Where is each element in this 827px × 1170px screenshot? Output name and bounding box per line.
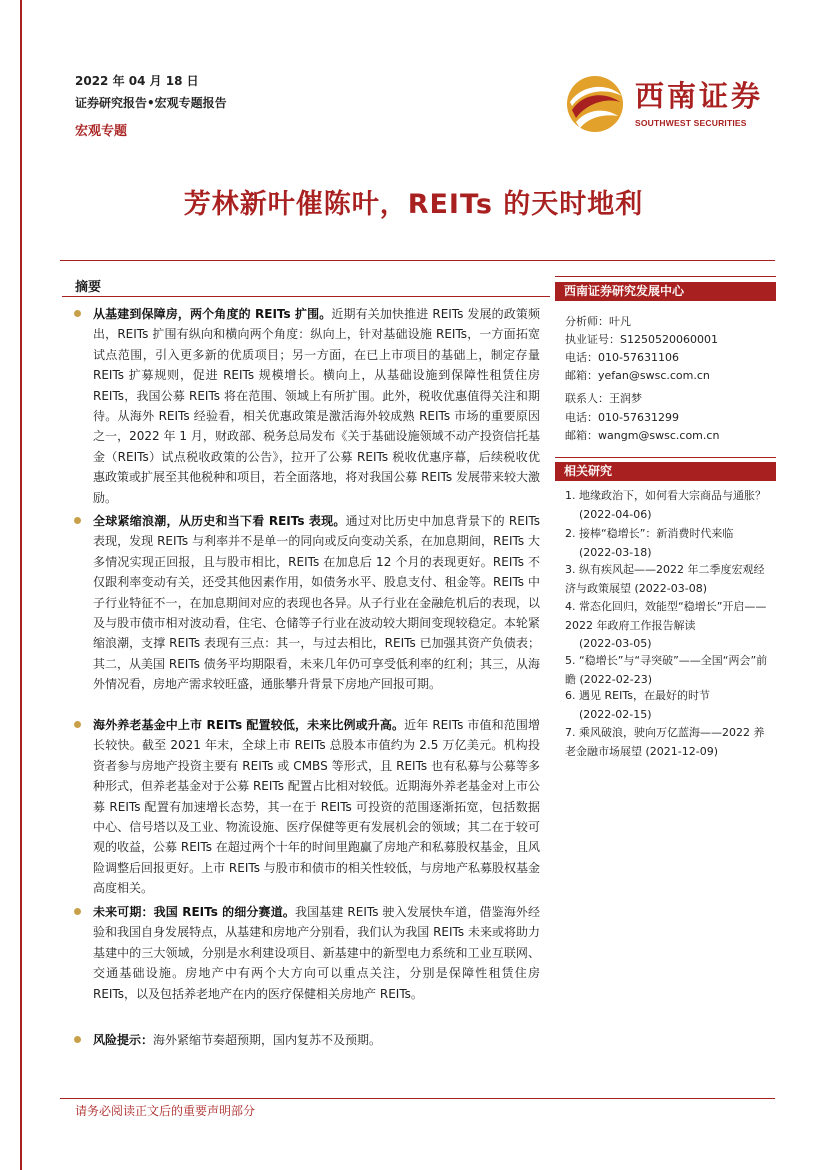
related-item-date: (2022-03-05) xyxy=(579,637,652,650)
related-item-date: (2022-02-23) xyxy=(579,672,653,686)
related-item-7[interactable] xyxy=(565,724,775,761)
title-divider xyxy=(60,260,775,261)
company-logo xyxy=(562,72,772,136)
bullet-icon xyxy=(74,1036,81,1043)
related-item-3[interactable] xyxy=(565,561,775,598)
summary-paragraph-2 xyxy=(93,511,540,695)
summary-paragraph-5 xyxy=(93,1030,540,1050)
logo-english-name: SOUTHWEST SECURITIES xyxy=(635,118,747,128)
paragraph-text: 近期有关加快推进 REITs 发展的政策频出，REITs 扩围有纵向和横向两个角度：纵向上，针对基础设施 REITs，一方面拓宽试点范围，引入更多新的优质项目；另一方面，在已上市项目的基础上，制定存量 REITs 扩募规则，促进 REITs 规模增长。横向上，从基础设施到保障性租赁住房 REITs，我国公募 REITs 将在范围、领域上有所扩围。此外，税收优惠值得关注和期待。从海外 REITs 经验看，相关优惠政策是激活海外较成熟 REITs 市场的重要原因之一，2022 年 1 月，财政部、税务总局发布《关于基础设施领域不动产投资信托基金（REITs）试点税收政策的公告》，拉开了公募 REITs 税收优惠序幕，后续税收优惠政策或扩展至其他税种和项目，若全面落地，将对我国公募 REITs 发展带来较大激励。 xyxy=(93,307,541,505)
related-research-heading: 相关研究 xyxy=(555,462,776,481)
contact-email[interactable]: 邮箱：wangm@swsc.com.cn xyxy=(565,429,720,442)
report-type: 证券研究报告•宏观专题报告 xyxy=(75,96,227,110)
related-item-date: (2021-12-09) xyxy=(645,744,719,758)
footer-disclaimer: 请务必阅读正文后的重要声明部分 xyxy=(75,1104,256,1118)
related-item-title: 4. 常态化回归，效能型“稳增长”开启——2022 年政府工作报告解读 xyxy=(565,600,767,632)
related-item-1[interactable] xyxy=(565,487,775,524)
contact-name: 联系人：王润梦 xyxy=(565,392,642,405)
bullet-icon xyxy=(74,908,81,915)
footer-divider xyxy=(60,1098,775,1099)
related-item-6[interactable] xyxy=(565,687,775,724)
sidebar-mid-rule xyxy=(555,457,776,458)
analyst-phone: 电话：010-57631106 xyxy=(565,351,679,364)
paragraph-text: 近年 REITs 市值和范围增长较快。截至 2021 年末，全球上市 REITs 总股本市值约为 2.5 万亿美元。机构投资者参与房地产投资主要有 REITs 或 CMBS 等形式，且 REITs 也有私募与公募等多种形式，但养老基金对于公募 REITs 配置占比相对较低。近期海外养老基金对上市公募 REITs 配置有加速增长态势，其一在于 REITs 可投资的范围逐渐拓宽，包括数据中心、信号塔以及工业、物流设施、医疗保健等更有发展机会的领域；其二在于较可观的收益，公募 REITs 在超过两个十年的时间里跑赢了房地产和私募股权基金，且风险调整后回报更好。上市 REITs 与股市和债市的相关性较低，与房地产私募股权基金高度相关。 xyxy=(93,718,541,896)
report-date: 2022 年 04 月 18 日 xyxy=(75,74,199,88)
related-item-title: 2. 接棒“稳增长”：新消费时代来临 xyxy=(565,527,734,540)
paragraph-text: 通过对比历史中加息背景下的 REITs 表现，发现 REITs 与利率并不是单一的同向或反向变动关系，在加息期间，REITs 大多情况实现正回报，且与股市相比，REITs 在加息后 12 个月的表现更好。REITs 不仅跟利率变动有关，还受其他因素作用，如债务水平、股息支付、租金等。REITs 中子行业特征不一，在加息期间对应的表现也各异。从子行业在金融危机后的表现，以及与股市债市相对波动看，住宅、仓储等子行业在波动较大期间变现较稳定。本轮紧缩浪潮，支撑 REITs 表现有三点：其一，与过去相比，REITs 已加强其资产负债表；其二，从美国 REITs 债务平均期限看，未来几年仍可享受低利率的红利；其三，从海外情况看，房地产需求较旺盛，通胀攀升背景下房地产回报可期。 xyxy=(93,514,540,692)
paragraph-lead: 未来可期：我国 REITs 的细分赛道。 xyxy=(93,905,295,919)
related-item-5[interactable] xyxy=(565,652,775,689)
related-item-date: (2022-04-06) xyxy=(579,507,652,521)
paragraph-lead: 海外养老基金中上市 REITs 配置较低，未来比例或升高。 xyxy=(93,718,405,732)
related-item-4[interactable] xyxy=(565,598,775,654)
paragraph-lead: 从基建到保障房，两个角度的 REITs 扩围。 xyxy=(93,307,332,321)
logo-mark-icon xyxy=(562,72,628,136)
summary-paragraph-3 xyxy=(93,715,540,899)
bullet-icon xyxy=(74,310,81,317)
analyst-name: 分析师：叶凡 xyxy=(565,315,631,328)
sidebar-top-rule xyxy=(555,276,776,277)
related-item-title: 3. 纵有疾风起——2022 年二季度宏观经济与政策展望 xyxy=(565,563,765,595)
analyst-license: 执业证号：S1250520060001 xyxy=(565,333,718,346)
related-item-date: (2022-03-08) xyxy=(634,581,708,595)
related-item-title: 6. 遇见 REITs，在最好的时节 xyxy=(565,689,710,702)
bullet-icon xyxy=(74,721,81,728)
paragraph-lead: 全球紧缩浪潮，从历史和当下看 REITs 表现。 xyxy=(93,514,346,528)
paragraph-text: 海外紧缩节奏超预期，国内复苏不及预期。 xyxy=(153,1033,382,1047)
related-item-title: 5. “稳增长”与“寻突破”——全国“两会”前瞻 xyxy=(565,654,768,686)
report-category: 宏观专题 xyxy=(75,124,128,139)
summary-divider xyxy=(62,296,550,297)
paragraph-text: 我国基建 REITs 驶入发展快车道，借鉴海外经验和我国自身发展特点，从基建和房地产分别看，我们认为我国 REITs 未来或将助力基建中的三大领域，分别是水利建设项目、新基建中的新型电力系统和工业互联网、交通基础设施。房地产中有两个大方向可以重点关注，分别是保障性租赁住房 REITs，以及包括养老地产在内的医疗保健相关房地产 REITs。 xyxy=(93,905,541,1001)
related-item-title: 7. 乘风破浪，驶向万亿蓝海——2022 养老金融市场展望 xyxy=(565,726,765,758)
left-margin-bar xyxy=(20,0,22,1170)
related-item-2[interactable] xyxy=(565,525,775,562)
analyst-email[interactable]: 邮箱：yefan@swsc.com.cn xyxy=(565,369,710,382)
related-item-title: 1. 地缘政治下，如何看大宗商品与通胀？ xyxy=(565,489,766,502)
research-center-heading: 西南证券研究发展中心 xyxy=(555,282,776,301)
logo-chinese-name: 西南证券 xyxy=(635,79,764,113)
summary-heading: 摘要 xyxy=(75,280,102,295)
summary-paragraph-4 xyxy=(93,902,540,1004)
related-item-date: (2022-02-15) xyxy=(579,707,652,721)
summary-paragraph-1 xyxy=(93,304,540,508)
page-title: 芳林新叶催陈叶，REITs 的天时地利 xyxy=(183,189,644,220)
contact-phone: 电话：010-57631299 xyxy=(565,411,679,424)
related-item-date: (2022-03-18) xyxy=(579,545,652,559)
paragraph-lead: 风险提示： xyxy=(93,1033,154,1047)
bullet-icon xyxy=(74,517,81,524)
